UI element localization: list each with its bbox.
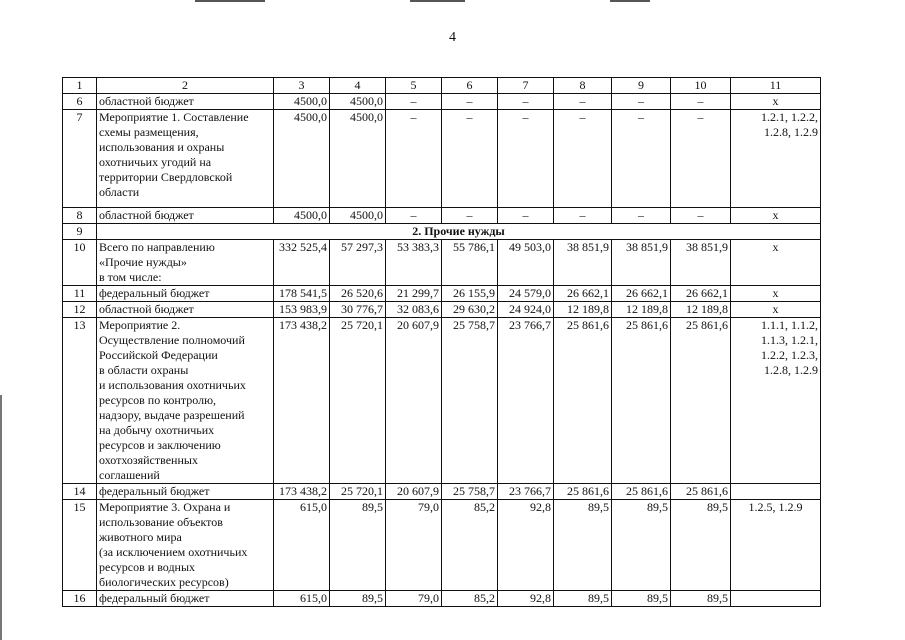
value-cell: 26 520,6	[330, 286, 386, 302]
value-cell: 4500,0	[330, 110, 386, 208]
column-header: 1	[63, 78, 97, 94]
value-cell: –	[442, 110, 498, 208]
row-number: 15	[63, 500, 97, 591]
value-cell: 12 189,8	[612, 302, 671, 318]
value-cell: 89,5	[612, 591, 671, 607]
value-cell: 615,0	[274, 591, 330, 607]
table-body	[63, 78, 821, 607]
value-cell: 89,5	[671, 591, 731, 607]
value-cell: 89,5	[330, 591, 386, 607]
value-cell: 20 607,9	[386, 484, 442, 500]
page-number: 4	[449, 30, 456, 45]
column-header: 10	[671, 78, 731, 94]
value-cell: 92,8	[498, 500, 554, 591]
row-number: 7	[63, 110, 97, 208]
value-cell: 153 983,9	[274, 302, 330, 318]
target-codes: х	[731, 286, 821, 302]
scan-edge-mark	[0, 395, 2, 640]
value-cell: 55 786,1	[442, 240, 498, 286]
value-cell: 89,5	[671, 500, 731, 591]
value-cell: –	[612, 110, 671, 208]
value-cell: –	[386, 208, 442, 224]
table-row	[63, 500, 821, 591]
budget-table	[62, 77, 821, 607]
value-cell: –	[671, 208, 731, 224]
value-cell: 79,0	[386, 591, 442, 607]
value-cell: 89,5	[554, 591, 612, 607]
table-row	[63, 240, 821, 286]
row-label: Мероприятие 1. Составление схемы размещения, использования и охраны охотничьих угодий на территории Свердловской области	[97, 110, 274, 208]
value-cell: 23 766,7	[498, 318, 554, 484]
value-cell: 25 861,6	[671, 484, 731, 500]
value-cell: 25 861,6	[671, 318, 731, 484]
value-cell: 57 297,3	[330, 240, 386, 286]
row-number: 6	[63, 94, 97, 110]
value-cell: 4500,0	[274, 94, 330, 110]
value-cell: 25 861,6	[554, 484, 612, 500]
value-cell: 32 083,6	[386, 302, 442, 318]
value-cell: –	[554, 94, 612, 110]
value-cell: 89,5	[554, 500, 612, 591]
value-cell: 24 924,0	[498, 302, 554, 318]
row-label: федеральный бюджет	[97, 484, 274, 500]
value-cell: 12 189,8	[554, 302, 612, 318]
value-cell: –	[498, 110, 554, 208]
value-cell: 20 607,9	[386, 318, 442, 484]
value-cell: 4500,0	[274, 110, 330, 208]
value-cell: –	[612, 94, 671, 110]
table-row	[63, 302, 821, 318]
value-cell: 4500,0	[274, 208, 330, 224]
value-cell: 38 851,9	[612, 240, 671, 286]
value-cell: 25 861,6	[612, 484, 671, 500]
row-label: Мероприятие 3. Охрана и использование объектов животного мира (за исключением охотничьих ресурсов и водных биологических ресурсов)	[97, 500, 274, 591]
row-number: 9	[63, 224, 97, 240]
column-header: 5	[386, 78, 442, 94]
column-header: 9	[612, 78, 671, 94]
target-codes: х	[731, 302, 821, 318]
value-cell: –	[442, 94, 498, 110]
value-cell: –	[498, 208, 554, 224]
value-cell: 49 503,0	[498, 240, 554, 286]
value-cell: 173 438,2	[274, 484, 330, 500]
column-header: 4	[330, 78, 386, 94]
top-scan-marks	[0, 0, 905, 6]
value-cell: 26 662,1	[671, 286, 731, 302]
value-cell: 332 525,4	[274, 240, 330, 286]
value-cell: 26 155,9	[442, 286, 498, 302]
table-row	[63, 484, 821, 500]
target-codes: х	[731, 94, 821, 110]
row-number: 11	[63, 286, 97, 302]
value-cell: 23 766,7	[498, 484, 554, 500]
value-cell: 4500,0	[330, 94, 386, 110]
value-cell: –	[386, 110, 442, 208]
target-codes	[731, 484, 821, 500]
value-cell: 89,5	[330, 500, 386, 591]
target-codes: 1.1.1, 1.1.2, 1.1.3, 1.2.1, 1.2.2, 1.2.3, 1.2.8, 1.2.9	[731, 318, 821, 484]
value-cell: –	[442, 208, 498, 224]
value-cell: –	[671, 94, 731, 110]
value-cell: 26 662,1	[612, 286, 671, 302]
value-cell: 38 851,9	[671, 240, 731, 286]
value-cell: 25 861,6	[612, 318, 671, 484]
row-number: 16	[63, 591, 97, 607]
target-codes: х	[731, 208, 821, 224]
row-number: 8	[63, 208, 97, 224]
table-row	[63, 208, 821, 224]
value-cell: 26 662,1	[554, 286, 612, 302]
target-codes: 1.2.5, 1.2.9	[731, 500, 821, 591]
target-codes: 1.2.1, 1.2.2, 1.2.8, 1.2.9	[731, 110, 821, 208]
value-cell: –	[386, 94, 442, 110]
row-label: Всего по направлению «Прочие нужды» в том числе:	[97, 240, 274, 286]
value-cell: –	[554, 110, 612, 208]
value-cell: 25 720,1	[330, 318, 386, 484]
value-cell: 29 630,2	[442, 302, 498, 318]
value-cell: 79,0	[386, 500, 442, 591]
value-cell: 4500,0	[330, 208, 386, 224]
column-header: 2	[97, 78, 274, 94]
value-cell: 615,0	[274, 500, 330, 591]
value-cell: 85,2	[442, 500, 498, 591]
table-row	[63, 224, 821, 240]
table-row	[63, 591, 821, 607]
value-cell: –	[498, 94, 554, 110]
table-header-row	[63, 78, 821, 94]
row-number: 13	[63, 318, 97, 484]
row-label: федеральный бюджет	[97, 286, 274, 302]
column-header: 7	[498, 78, 554, 94]
row-label: областной бюджет	[97, 302, 274, 318]
value-cell: 85,2	[442, 591, 498, 607]
value-cell: –	[612, 208, 671, 224]
row-number: 14	[63, 484, 97, 500]
value-cell: 25 720,1	[330, 484, 386, 500]
row-label: областной бюджет	[97, 208, 274, 224]
column-header: 6	[442, 78, 498, 94]
row-label: федеральный бюджет	[97, 591, 274, 607]
value-cell: 12 189,8	[671, 302, 731, 318]
table-row	[63, 286, 821, 302]
row-label: областной бюджет	[97, 94, 274, 110]
value-cell: 173 438,2	[274, 318, 330, 484]
value-cell: 21 299,7	[386, 286, 442, 302]
table-row	[63, 94, 821, 110]
value-cell: 89,5	[612, 500, 671, 591]
table-row	[63, 110, 821, 208]
value-cell: –	[671, 110, 731, 208]
value-cell: 92,8	[498, 591, 554, 607]
column-header: 11	[731, 78, 821, 94]
target-codes: х	[731, 240, 821, 286]
value-cell: 25 758,7	[442, 318, 498, 484]
value-cell: 25 861,6	[554, 318, 612, 484]
row-label: Мероприятие 2. Осуществление полномочий Российской Федерации в области охраны и использования охотничьих ресурсов по контролю, надзору, выдаче разрешений на добычу охотничьих ресурсов и заключению охотхозяйственных соглашений	[97, 318, 274, 484]
value-cell: –	[554, 208, 612, 224]
row-number: 12	[63, 302, 97, 318]
value-cell: 38 851,9	[554, 240, 612, 286]
value-cell: 25 758,7	[442, 484, 498, 500]
column-header: 3	[274, 78, 330, 94]
value-cell: 178 541,5	[274, 286, 330, 302]
value-cell: 30 776,7	[330, 302, 386, 318]
target-codes	[731, 591, 821, 607]
table-row	[63, 318, 821, 484]
row-number: 10	[63, 240, 97, 286]
column-header: 8	[554, 78, 612, 94]
value-cell: 53 383,3	[386, 240, 442, 286]
value-cell: 24 579,0	[498, 286, 554, 302]
section-title: 2. Прочие нужды	[97, 224, 821, 240]
